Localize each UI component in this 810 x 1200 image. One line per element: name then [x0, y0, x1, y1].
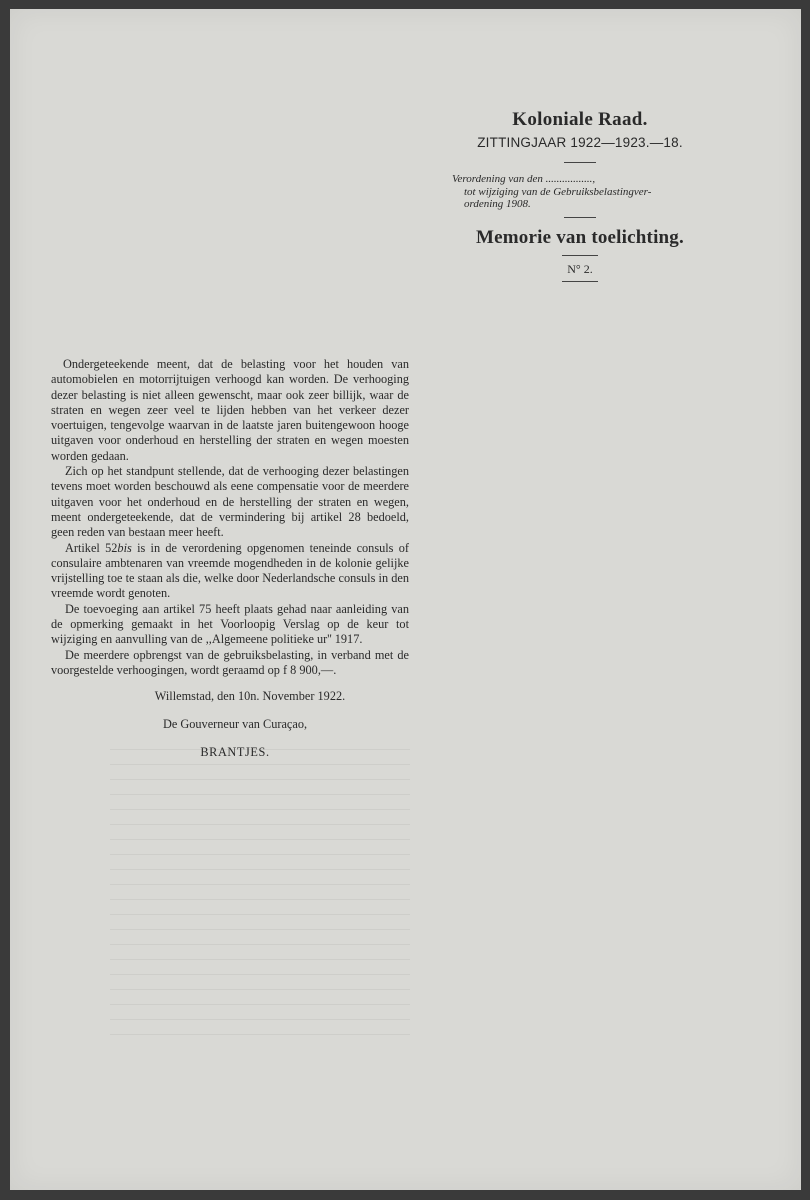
paragraph — [51, 541, 409, 602]
signatory-role: De Gouverneur van Curaçao, — [162, 717, 308, 731]
paragraph: De toevoeging aan artikel 75 heeft plaats gehad naar aanleiding van de opmerking gemaakt in het Voorloopig Verslag op de keur tot wijziging en aanvulling van de ,,Algemeene politieke ur'' 1917. — [51, 601, 409, 647]
place-date: Willemstad, den 10n. November 1922. — [154, 689, 346, 703]
paragraph-text: is in de verordening opgenomen teneinde consuls of consulaire ambtenaren van vreemde mogendheden in de kolonie gelijke vrijstelling toe te staan als die, welke door Nederlandsche consuls in den vreemde wordt genoten. — [51, 540, 409, 601]
ordinance-line: Verordening van den ................., — [452, 173, 596, 185]
memo-title: Memorie van toelichting. — [476, 226, 684, 248]
session-year: ZITTINGJAAR 1922—1923.—18. — [477, 135, 683, 150]
council-title: Koloniale Raad. — [512, 109, 648, 130]
paragraph: Ondergeteekende meent, dat de belasting voor het houden van automobielen en motorrijtuigen verhoogd kan worden. De verhooging dezer belasting is niet alleen gewenscht, maar ook zeer billijk, waar de straten en wegen zeer veel te lijden hebben van het verkeer dezer voertuigen, tengevolge waarvan in de laatste jaren buitengewoon hooge uitgaven voor onderhoud en herstelling der straten en wegen moesten worden gedaan. — [51, 357, 409, 463]
document-number: N° 2. — [567, 261, 593, 276]
document-page — [10, 9, 801, 1190]
ordinance-line: ordening 1908. — [464, 198, 531, 210]
signatory-name: BRANTJES. — [200, 745, 270, 759]
show-through-text — [110, 749, 410, 1039]
divider — [564, 162, 596, 163]
ordinance-line: tot wijziging van de Gebruiksbelastingver- — [464, 185, 652, 198]
article-ref: Artikel 52 — [65, 540, 118, 555]
ordinance-reference — [452, 173, 712, 211]
divider — [564, 217, 596, 218]
paragraph: De meerdere opbrengst van de gebruiksbelasting, in verband met de voorgestelde verhoogingen, wordt geraamd op f 8 900,—. — [51, 647, 409, 677]
paragraph: Zich op het standpunt stellende, dat de verhooging dezer belastingen tevens moet worden beschouwd als eene compensatie voor de meerdere uitgaven voor het onderhoud en de herstelling der straten en wegen, meent ondergeteekende, dat de vermindering bij artikel 28 bedoeld, geen reden van bestaan meer heeft. — [51, 464, 409, 540]
divider — [562, 255, 598, 256]
document-header — [435, 109, 725, 282]
article-suffix: bis — [117, 540, 132, 555]
divider — [562, 281, 598, 282]
memo-body — [51, 357, 409, 678]
